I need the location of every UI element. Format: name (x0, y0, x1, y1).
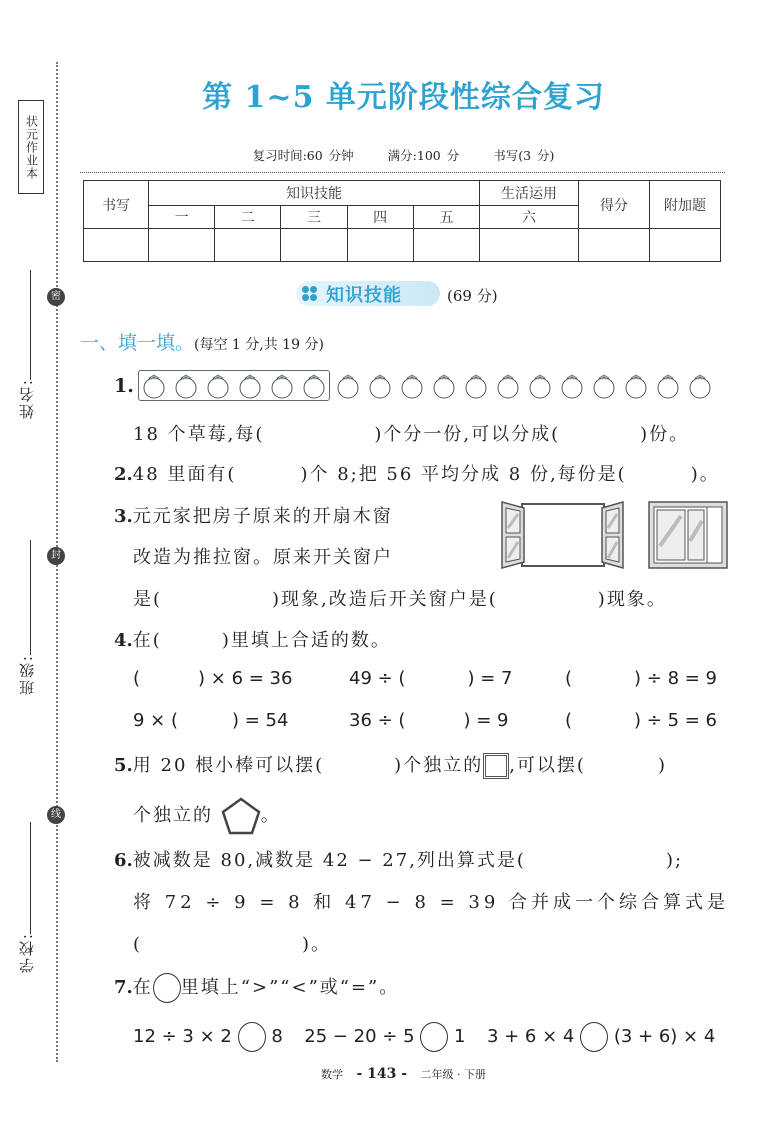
strawberry-icon (496, 372, 520, 399)
strawberry-icon (464, 372, 488, 399)
school-label: 学校: (18, 932, 36, 974)
q2-text: 2.48 里面有( )个 8;把 56 平均分成 8 份,每份是( )。 (114, 464, 720, 485)
q3-line-1: 3.元元家把房子原来的开扇木窗 (114, 506, 393, 527)
score-head-score: 得分 (579, 181, 650, 229)
q1-number: 1. (114, 374, 134, 397)
q7-line-1: 7.在 里填上“>”“<”或“=”。 (114, 973, 399, 1003)
page-title: 第 1~5 单元阶段性综合复习 (202, 80, 605, 115)
part-title: 一、填一填。 (80, 332, 195, 354)
score-head-life: 生活运用 (480, 181, 579, 206)
sliding-window-icon (648, 501, 728, 569)
score-cell-3[interactable] (281, 229, 347, 262)
casement-window-icon (500, 500, 625, 570)
footer-grade: 二年级 · 下册 (420, 1068, 487, 1081)
score-col-5: 五 (413, 206, 479, 229)
score-head-writing: 书写 (84, 181, 149, 229)
strawberry-icon (174, 372, 198, 399)
compare-circle-1[interactable] (238, 1022, 266, 1052)
q6-line-3: ( )。 (133, 934, 332, 955)
name-label: 姓名: (18, 378, 36, 420)
strawberry-box (138, 370, 330, 401)
score-cell-1[interactable] (149, 229, 215, 262)
score-col-6: 六 (480, 206, 579, 229)
school-line[interactable] (30, 822, 31, 934)
q6-line-2: 将 72 ÷ 9 = 8 和 47 − 8 = 39 合并成一个综合算式是 (133, 892, 730, 913)
section-title: 知识技能 (326, 284, 402, 306)
seal-feng: 封 (47, 547, 65, 565)
q5-line-1: 5.用 20 根小棒可以摆( )个独立的 ,可以摆( ) (114, 751, 667, 779)
score-col-4: 四 (347, 206, 413, 229)
part-note: (每空 1 分,共 19 分) (194, 337, 324, 353)
part-heading (80, 328, 324, 355)
score-col-2: 二 (215, 206, 281, 229)
score-cell-6[interactable] (480, 229, 579, 262)
strawberry-icon (336, 372, 360, 399)
name-line[interactable] (30, 270, 31, 380)
score-head-extra: 附加题 (650, 181, 721, 229)
strawberry-icon (560, 372, 584, 399)
compare-circle-3[interactable] (580, 1022, 608, 1052)
strawberry-group (114, 370, 712, 401)
strawberry-icon (592, 372, 616, 399)
section-badge (296, 281, 440, 306)
q5-line-2: 个独立的 。 (133, 797, 281, 835)
strawberry-icon (400, 372, 424, 399)
score-cell-5[interactable] (413, 229, 479, 262)
strawberry-icon (270, 372, 294, 399)
score-cell-extra[interactable] (650, 229, 721, 262)
square-icon (483, 753, 509, 779)
exam-full-score: 满分:100 分 (387, 148, 460, 163)
q3-line-3: 是( )现象,改造后开关窗户是( )现象。 (133, 589, 667, 610)
strawberry-row (336, 372, 712, 399)
brand-label: 状元作业本 (18, 100, 44, 194)
strawberry-icon (624, 372, 648, 399)
class-line[interactable] (30, 540, 31, 655)
clover-icon (302, 286, 318, 302)
q6-line-1: 6.被减数是 80,减数是 42 − 27,列出算式是( ); (114, 850, 684, 871)
strawberry-icon (432, 372, 456, 399)
strawberry-icon (368, 372, 392, 399)
seal-xian: 线 (47, 806, 65, 824)
exam-time: 复习时间:60 分钟 (252, 148, 354, 163)
exam-writing: 书写(3 分) (493, 148, 555, 163)
strawberry-icon (302, 372, 326, 399)
q3-line-2: 改造为推拉窗。原来开关窗户 (133, 547, 393, 568)
score-cell-2[interactable] (215, 229, 281, 262)
strawberry-icon (528, 372, 552, 399)
exam-meta (0, 146, 767, 164)
score-table (83, 180, 721, 262)
strawberry-icon (206, 372, 230, 399)
q7-compare-row: 12 ÷ 3 × 2 8 25 − 20 ÷ 5 1 3 + 6 × 4 (3 + 6) × 4 (133, 1022, 715, 1052)
q1-text: 18 个草莓,每( )个分一份,可以分成( )份。 (133, 424, 690, 445)
compare-circle-2[interactable] (420, 1022, 448, 1052)
pentagon-icon (221, 797, 261, 835)
page-number: - 143 - (356, 1066, 408, 1082)
score-cell-4[interactable] (347, 229, 413, 262)
footer-subject: 数学 (320, 1068, 343, 1081)
score-cell-writing[interactable] (84, 229, 149, 262)
class-label: 班级: (18, 654, 36, 696)
strawberry-icon (656, 372, 680, 399)
seal-mi: 密 (47, 288, 65, 306)
score-col-1: 一 (149, 206, 215, 229)
score-col-3: 三 (281, 206, 347, 229)
score-head-knowledge: 知识技能 (149, 181, 480, 206)
score-cell-total[interactable] (579, 229, 650, 262)
strawberry-icon (142, 372, 166, 399)
header-divider (80, 172, 725, 173)
q4-text: 4.在( )里填上合适的数。 (114, 630, 391, 651)
page-footer (0, 1066, 767, 1082)
section-points: (69 分) (447, 287, 498, 305)
circle-icon (153, 973, 181, 1003)
strawberry-icon (688, 372, 712, 399)
strawberry-icon (238, 372, 262, 399)
